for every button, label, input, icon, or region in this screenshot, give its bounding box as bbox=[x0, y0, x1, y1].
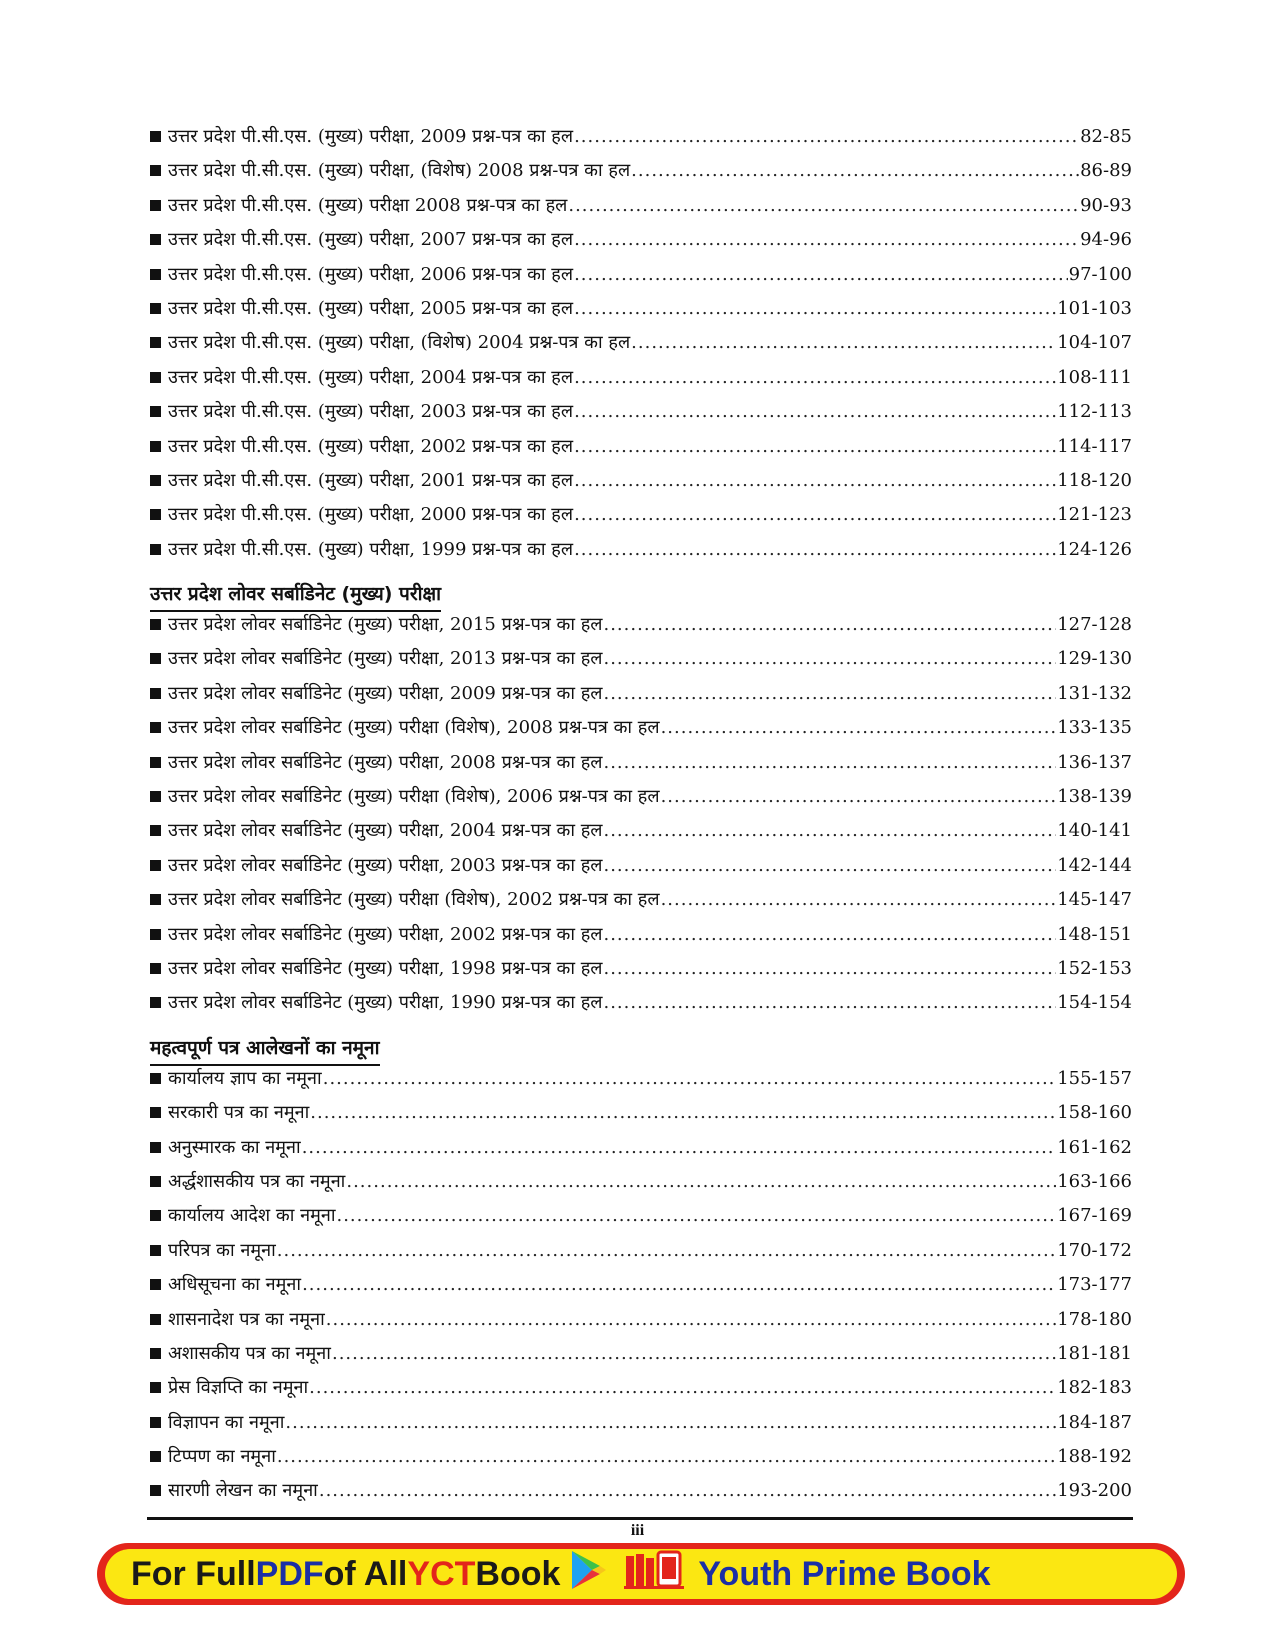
bullet-square-icon bbox=[150, 269, 161, 280]
bullet-square-icon bbox=[150, 1245, 161, 1256]
toc-entry bbox=[150, 1203, 1132, 1237]
toc-entry-pages: 82-85 bbox=[1080, 126, 1132, 147]
toc-entry-title: सारणी लेखन का नमूना bbox=[168, 1480, 318, 1502]
toc-entry-title: उत्तर प्रदेश लोवर सर्बाडिनेट (मुख्य) परीक्षा (विशेष), 2008 प्रश्न-पत्र का हल bbox=[168, 717, 660, 739]
dot-leader bbox=[277, 1240, 1056, 1261]
dot-leader bbox=[309, 1377, 1056, 1398]
dot-leader bbox=[574, 229, 1079, 250]
toc-entry-pages: 121-123 bbox=[1057, 504, 1132, 526]
toc-entry bbox=[150, 1272, 1132, 1306]
bullet-square-icon bbox=[150, 1107, 161, 1118]
dot-leader bbox=[336, 1205, 1056, 1226]
toc-entry-pages: 124-126 bbox=[1057, 538, 1132, 560]
dot-leader bbox=[631, 332, 1056, 353]
toc-entry-pages: 136-137 bbox=[1057, 751, 1132, 773]
toc-entry-pages: 154-154 bbox=[1057, 992, 1132, 1014]
dot-leader bbox=[574, 470, 1056, 491]
dot-leader bbox=[661, 717, 1057, 738]
dot-leader bbox=[574, 539, 1056, 560]
banner-text-yct: YCT bbox=[407, 1554, 476, 1593]
play-store-icon[interactable] bbox=[570, 1549, 608, 1600]
toc-entry-title: कार्यालय आदेश का नमूना bbox=[168, 1205, 336, 1227]
toc-entry-pages: 167-169 bbox=[1057, 1205, 1132, 1227]
bullet-square-icon bbox=[150, 441, 161, 452]
toc-entry bbox=[150, 715, 1132, 749]
bullet-square-icon bbox=[150, 1210, 161, 1221]
bullet-square-icon bbox=[150, 1176, 161, 1187]
toc-entry bbox=[150, 818, 1132, 852]
bullet-square-icon bbox=[150, 1485, 161, 1496]
toc-entry bbox=[150, 1238, 1132, 1272]
toc-entry-pages: 142-144 bbox=[1057, 854, 1132, 876]
banner-text-of-all: of All bbox=[323, 1554, 408, 1593]
toc-entry-title: उत्तर प्रदेश लोवर सर्बाडिनेट (मुख्य) परीक्षा, 2013 प्रश्न-पत्र का हल bbox=[168, 648, 603, 670]
toc-entry-title: उत्तर प्रदेश पी.सी.एस. (मुख्य) परीक्षा, 2002 प्रश्न-पत्र का हल bbox=[168, 435, 574, 457]
section-heading-text: महत्वपूर्ण पत्र आलेखनों का नमूना bbox=[150, 1037, 380, 1066]
pcs-entry-list bbox=[150, 124, 1132, 571]
toc-entry bbox=[150, 1341, 1132, 1375]
toc-entry-pages: 173-177 bbox=[1057, 1274, 1132, 1296]
toc-entry-pages: 129-130 bbox=[1057, 648, 1132, 670]
toc-entry bbox=[150, 1478, 1132, 1512]
toc-entry-pages: 118-120 bbox=[1057, 469, 1132, 491]
toc-entry bbox=[150, 1444, 1132, 1478]
bullet-square-icon bbox=[150, 1073, 161, 1084]
bullet-square-icon bbox=[150, 722, 161, 733]
toc-entry-title: उत्तर प्रदेश पी.सी.एस. (मुख्य) परीक्षा, 2004 प्रश्न-पत्र का हल bbox=[168, 366, 574, 388]
dot-leader bbox=[346, 1171, 1056, 1192]
toc-entry bbox=[150, 227, 1132, 261]
toc-entry-pages: 104-107 bbox=[1057, 332, 1132, 354]
dot-leader bbox=[661, 889, 1057, 910]
section-heading-text: उत्तर प्रदेश लोवर सर्बाडिनेट (मुख्य) परीक्षा bbox=[150, 583, 441, 612]
toc-entry bbox=[150, 1100, 1132, 1134]
footer-rule bbox=[147, 1517, 1133, 1520]
bullet-square-icon bbox=[150, 997, 161, 1008]
toc-entry-pages: 101-103 bbox=[1057, 297, 1132, 319]
dot-leader bbox=[603, 820, 1056, 841]
bullet-square-icon bbox=[150, 929, 161, 940]
toc-entry-title: कार्यालय ज्ञाप का नमूना bbox=[168, 1067, 322, 1089]
dot-leader bbox=[332, 1343, 1056, 1364]
toc-entry bbox=[150, 296, 1132, 330]
toc-entry-pages: 193-200 bbox=[1057, 1480, 1132, 1502]
bullet-square-icon bbox=[150, 1348, 161, 1359]
bullet-square-icon bbox=[150, 791, 161, 802]
dot-leader bbox=[661, 786, 1057, 807]
toc-entry bbox=[150, 1169, 1132, 1203]
toc-entry-title: उत्तर प्रदेश लोवर सर्बाडिनेट (मुख्य) परीक्षा, 1990 प्रश्न-पत्र का हल bbox=[168, 992, 603, 1014]
toc-entry-title: उत्तर प्रदेश पी.सी.एस. (मुख्य) परीक्षा, (विशेष) 2008 प्रश्न-पत्र का हल bbox=[168, 160, 631, 182]
dot-leader bbox=[277, 1446, 1056, 1467]
bullet-square-icon bbox=[150, 825, 161, 836]
dot-leader bbox=[603, 924, 1056, 945]
dot-leader bbox=[574, 298, 1056, 319]
bullet-square-icon bbox=[150, 1279, 161, 1290]
banner-text-youth-prime-book: Youth Prime Book bbox=[698, 1554, 991, 1593]
bullet-square-icon bbox=[150, 303, 161, 314]
toc-entry-pages: 108-111 bbox=[1057, 366, 1132, 388]
toc-entry bbox=[150, 468, 1132, 502]
bullet-square-icon bbox=[150, 1314, 161, 1325]
toc-entry-title: अधिसूचना का नमूना bbox=[168, 1274, 302, 1296]
bullet-square-icon bbox=[150, 131, 161, 142]
toc-entry-title: उत्तर प्रदेश लोवर सर्बाडिनेट (मुख्य) परीक्षा, 1998 प्रश्न-पत्र का हल bbox=[168, 957, 603, 979]
bullet-square-icon bbox=[150, 337, 161, 348]
dot-leader bbox=[574, 436, 1056, 457]
dot-leader bbox=[326, 1309, 1056, 1330]
banner-text-for-full: For Full bbox=[131, 1554, 256, 1593]
dot-leader bbox=[319, 1480, 1056, 1501]
bullet-square-icon bbox=[150, 653, 161, 664]
toc-entry-title: सरकारी पत्र का नमूना bbox=[168, 1102, 310, 1124]
toc-entry-title: अर्द्धशासकीय पत्र का नमूना bbox=[168, 1170, 346, 1192]
bullet-square-icon bbox=[150, 1451, 161, 1462]
toc-entry bbox=[150, 750, 1132, 784]
dot-leader bbox=[603, 992, 1056, 1013]
table-of-contents bbox=[150, 124, 1132, 1513]
toc-entry bbox=[150, 193, 1132, 227]
dot-leader bbox=[302, 1274, 1056, 1295]
toc-entry-title: उत्तर प्रदेश लोवर सर्बाडिनेट (मुख्य) परीक्षा, 2015 प्रश्न-पत्र का हल bbox=[168, 614, 603, 636]
toc-entry-pages: 181-181 bbox=[1057, 1342, 1132, 1364]
toc-entry-title: उत्तर प्रदेश पी.सी.एस. (मुख्य) परीक्षा, 2009 प्रश्न-पत्र का हल bbox=[168, 126, 574, 147]
banner-text-book: Book bbox=[475, 1554, 561, 1593]
toc-entry-title: उत्तर प्रदेश पी.सी.एस. (मुख्य) परीक्षा, 2000 प्रश्न-पत्र का हल bbox=[168, 504, 574, 526]
toc-entry-pages: 155-157 bbox=[1057, 1067, 1132, 1089]
toc-entry bbox=[150, 1375, 1132, 1409]
bullet-square-icon bbox=[150, 475, 161, 486]
bullet-square-icon bbox=[150, 406, 161, 417]
dot-leader bbox=[310, 1102, 1056, 1123]
bullet-square-icon bbox=[150, 165, 161, 176]
toc-entry-title: उत्तर प्रदेश पी.सी.एस. (मुख्य) परीक्षा, 2001 प्रश्न-पत्र का हल bbox=[168, 469, 574, 491]
toc-entry-title: उत्तर प्रदेश पी.सी.एस. (मुख्य) परीक्षा, 1999 प्रश्न-पत्र का हल bbox=[168, 538, 574, 560]
bullet-square-icon bbox=[150, 200, 161, 211]
toc-entry bbox=[150, 853, 1132, 887]
toc-entry-pages: 131-132 bbox=[1057, 682, 1132, 704]
dot-leader bbox=[574, 126, 1079, 147]
toc-entry bbox=[150, 158, 1132, 192]
toc-entry-pages: 158-160 bbox=[1057, 1102, 1132, 1124]
toc-entry bbox=[150, 646, 1132, 680]
toc-entry bbox=[150, 502, 1132, 536]
toc-entry-pages: 90-93 bbox=[1080, 194, 1132, 216]
toc-entry bbox=[150, 262, 1132, 296]
toc-entry bbox=[150, 434, 1132, 468]
toc-entry-pages: 182-183 bbox=[1057, 1377, 1132, 1399]
toc-entry bbox=[150, 990, 1132, 1024]
toc-entry-title: उत्तर प्रदेश लोवर सर्बाडिनेट (मुख्य) परीक्षा, 2009 प्रश्न-पत्र का हल bbox=[168, 682, 603, 704]
toc-entry-title: उत्तर प्रदेश पी.सी.एस. (मुख्य) परीक्षा, 2006 प्रश्न-पत्र का हल bbox=[168, 263, 574, 285]
toc-entry-title: अनुस्मारक का नमूना bbox=[168, 1136, 301, 1158]
toc-entry bbox=[150, 330, 1132, 364]
toc-entry-pages: 97-100 bbox=[1068, 263, 1132, 285]
bullet-square-icon bbox=[150, 234, 161, 245]
bullet-square-icon bbox=[150, 963, 161, 974]
toc-entry-title: विज्ञापन का नमूना bbox=[168, 1411, 285, 1433]
bullet-square-icon bbox=[150, 688, 161, 699]
banner-text-pdf: PDF bbox=[255, 1554, 324, 1593]
toc-entry bbox=[150, 124, 1132, 158]
dot-leader bbox=[574, 367, 1056, 388]
toc-entry bbox=[150, 1307, 1132, 1341]
toc-entry-title: उत्तर प्रदेश पी.सी.एस. (मुख्य) परीक्षा, 2007 प्रश्न-पत्र का हल bbox=[168, 229, 574, 251]
dot-leader bbox=[568, 195, 1079, 216]
toc-entry-pages: 178-180 bbox=[1057, 1308, 1132, 1330]
toc-entry-pages: 127-128 bbox=[1057, 614, 1132, 636]
toc-entry-pages: 152-153 bbox=[1057, 957, 1132, 979]
toc-entry-pages: 86-89 bbox=[1080, 160, 1132, 182]
bullet-square-icon bbox=[150, 757, 161, 768]
toc-entry-pages: 184-187 bbox=[1057, 1411, 1132, 1433]
bullet-square-icon bbox=[150, 860, 161, 871]
dot-leader bbox=[603, 752, 1056, 773]
dot-leader bbox=[603, 958, 1056, 979]
dot-leader bbox=[603, 614, 1056, 635]
dot-leader bbox=[631, 160, 1079, 181]
dot-leader bbox=[603, 855, 1056, 876]
toc-entry bbox=[150, 922, 1132, 956]
dot-leader bbox=[574, 504, 1056, 525]
toc-entry bbox=[150, 1135, 1132, 1169]
dot-leader bbox=[323, 1068, 1056, 1089]
toc-entry bbox=[150, 784, 1132, 818]
toc-entry-title: उत्तर प्रदेश लोवर सर्बाडिनेट (मुख्य) परीक्षा (विशेष), 2002 प्रश्न-पत्र का हल bbox=[168, 889, 660, 911]
toc-entry-title: उत्तर प्रदेश लोवर सर्बाडिनेट (मुख्य) परीक्षा (विशेष), 2006 प्रश्न-पत्र का हल bbox=[168, 786, 660, 808]
toc-entry-title: शासनादेश पत्र का नमूना bbox=[168, 1308, 325, 1330]
toc-entry-pages: 114-117 bbox=[1057, 435, 1132, 457]
toc-entry bbox=[150, 681, 1132, 715]
toc-entry-title: उत्तर प्रदेश पी.सी.एस. (मुख्य) परीक्षा, 2005 प्रश्न-पत्र का हल bbox=[168, 297, 574, 319]
toc-entry bbox=[150, 365, 1132, 399]
toc-entry-title: उत्तर प्रदेश लोवर सर्बाडिनेट (मुख्य) परीक्षा, 2003 प्रश्न-पत्र का हल bbox=[168, 854, 603, 876]
bullet-square-icon bbox=[150, 894, 161, 905]
promo-banner-inner[interactable] bbox=[105, 1549, 1177, 1599]
toc-entry-title: परिपत्र का नमूना bbox=[168, 1239, 276, 1261]
book-logo-icon bbox=[624, 1550, 686, 1599]
dot-leader bbox=[574, 264, 1068, 285]
lower-entry-list bbox=[150, 612, 1132, 1025]
toc-entry-pages: 94-96 bbox=[1080, 229, 1132, 251]
toc-entry-pages: 161-162 bbox=[1057, 1136, 1132, 1158]
bullet-square-icon bbox=[150, 372, 161, 383]
dot-leader bbox=[603, 648, 1056, 669]
toc-entry-title: उत्तर प्रदेश लोवर सर्बाडिनेट (मुख्य) परीक्षा, 2002 प्रश्न-पत्र का हल bbox=[168, 923, 603, 945]
toc-entry-pages: 138-139 bbox=[1057, 786, 1132, 808]
toc-entry-title: उत्तर प्रदेश लोवर सर्बाडिनेट (मुख्य) परीक्षा, 2008 प्रश्न-पत्र का हल bbox=[168, 751, 603, 773]
bullet-square-icon bbox=[150, 1382, 161, 1393]
bullet-square-icon bbox=[150, 544, 161, 555]
toc-entry-pages: 140-141 bbox=[1057, 820, 1132, 842]
promo-banner[interactable] bbox=[97, 1543, 1185, 1605]
toc-entry-pages: 148-151 bbox=[1057, 923, 1132, 945]
toc-entry bbox=[150, 887, 1132, 921]
toc-entry bbox=[150, 956, 1132, 990]
toc-entry bbox=[150, 399, 1132, 433]
bullet-square-icon bbox=[150, 1417, 161, 1428]
bullet-square-icon bbox=[150, 1142, 161, 1153]
toc-entry-title: उत्तर प्रदेश लोवर सर्बाडिनेट (मुख्य) परीक्षा, 2004 प्रश्न-पत्र का हल bbox=[168, 820, 603, 842]
toc-entry-pages: 163-166 bbox=[1057, 1170, 1132, 1192]
bullet-square-icon bbox=[150, 509, 161, 520]
toc-entry-title: उत्तर प्रदेश पी.सी.एस. (मुख्य) परीक्षा, (विशेष) 2004 प्रश्न-पत्र का हल bbox=[168, 332, 631, 354]
letters-entry-list bbox=[150, 1066, 1132, 1513]
dot-leader bbox=[302, 1137, 1057, 1158]
toc-entry-title: अशासकीय पत्र का नमूना bbox=[168, 1342, 331, 1364]
toc-entry-title: प्रेस विज्ञप्ति का नमूना bbox=[168, 1377, 309, 1399]
toc-entry bbox=[150, 1066, 1132, 1100]
toc-entry-pages: 145-147 bbox=[1057, 889, 1132, 911]
toc-entry-pages: 170-172 bbox=[1057, 1239, 1132, 1261]
toc-entry bbox=[150, 1410, 1132, 1444]
section-heading-lower-subordinate bbox=[150, 571, 1132, 612]
dot-leader bbox=[603, 683, 1056, 704]
dot-leader bbox=[574, 401, 1056, 422]
toc-entry-pages: 188-192 bbox=[1057, 1446, 1132, 1468]
page-number: iii bbox=[630, 1522, 645, 1539]
toc-entry-pages: 133-135 bbox=[1057, 717, 1132, 739]
toc-entry-title: उत्तर प्रदेश पी.सी.एस. (मुख्य) परीक्षा, 2003 प्रश्न-पत्र का हल bbox=[168, 401, 574, 423]
section-heading-letters bbox=[150, 1025, 1132, 1066]
dot-leader bbox=[285, 1412, 1056, 1433]
toc-entry bbox=[150, 612, 1132, 646]
toc-entry bbox=[150, 537, 1132, 571]
toc-entry-pages: 112-113 bbox=[1057, 401, 1132, 423]
bullet-square-icon bbox=[150, 619, 161, 630]
toc-entry-title: उत्तर प्रदेश पी.सी.एस. (मुख्य) परीक्षा 2008 प्रश्न-पत्र का हल bbox=[168, 194, 568, 216]
toc-entry-title: टिप्पण का नमूना bbox=[168, 1446, 276, 1468]
